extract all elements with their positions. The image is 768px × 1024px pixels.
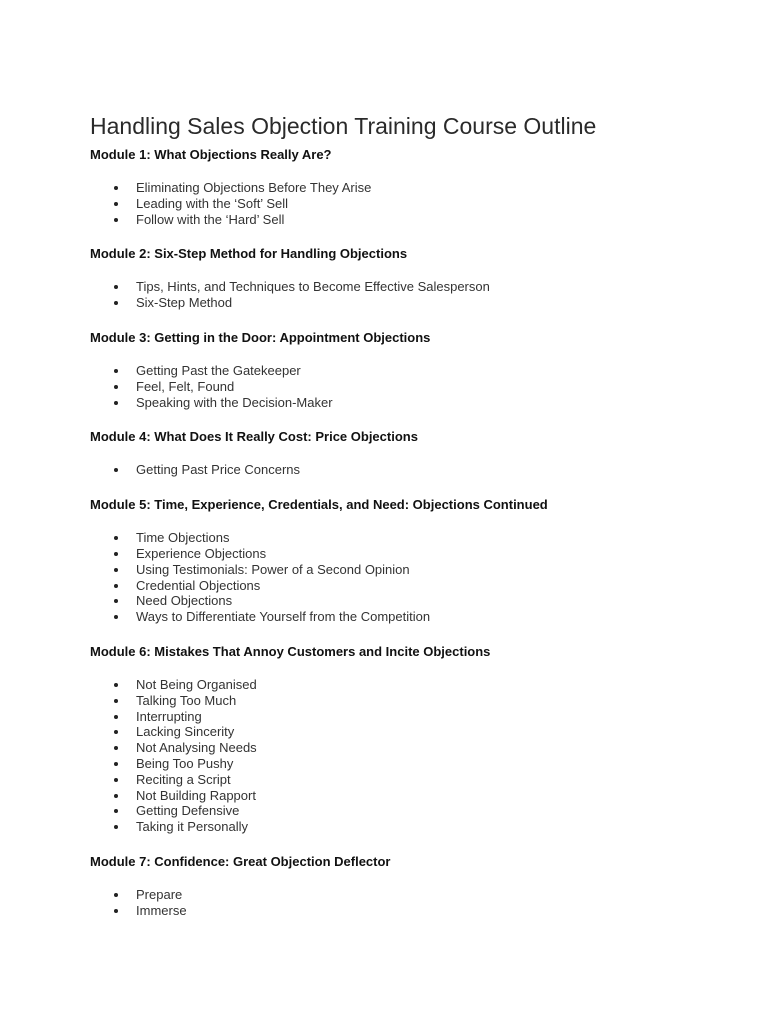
module-5 [90,496,710,625]
list-item: Feel, Felt, Found [136,379,710,395]
list-item: Not Building Rapport [136,788,710,804]
module-heading: Module 6: Mistakes That Annoy Customers and Incite Objections [90,643,491,659]
module-heading: Module 1: What Objections Really Are? [90,147,332,162]
bullet-list [90,677,710,835]
list-item: Eliminating Objections Before They Arise [136,180,710,196]
document-title: Handling Sales Objection Training Course Outline [90,113,597,139]
list-item: Taking it Personally [136,819,710,835]
module-heading: Module 5: Time, Experience, Credentials, and Need: Objections Continued [90,497,548,513]
bullet-list [90,363,710,410]
list-item: Time Objections [136,530,710,546]
module-list-container [90,146,710,919]
list-item: Leading with the ‘Soft’ Sell [136,196,710,212]
list-item: Need Objections [136,593,710,609]
list-item: Interrupting [136,709,710,725]
list-item: Experience Objections [136,546,710,562]
module-2 [90,245,710,311]
list-item: Tips, Hints, and Techniques to Become Effective Salesperson [136,279,710,295]
module-6 [90,643,710,835]
bullet-list [90,887,710,919]
list-item: Ways to Differentiate Yourself from the Competition [136,609,710,625]
module-1 [90,146,710,227]
list-item: Using Testimonials: Power of a Second Opinion [136,562,710,578]
list-item: Lacking Sincerity [136,724,710,740]
list-item: Six-Step Method [136,295,710,311]
module-heading: Module 4: What Does It Really Cost: Price Objections [90,429,418,445]
list-item: Credential Objections [136,578,710,594]
list-item: Being Too Pushy [136,756,710,772]
bullet-list [90,180,710,227]
list-item: Reciting a Script [136,772,710,788]
list-item: Immerse [136,903,710,919]
bullet-list [90,530,710,625]
list-item: Getting Defensive [136,803,710,819]
list-item: Follow with the ‘Hard’ Sell [136,212,710,228]
module-heading: Module 7: Confidence: Great Objection Deflector [90,853,391,869]
list-item: Getting Past Price Concerns [136,462,710,478]
document-page [90,111,710,919]
list-item: Prepare [136,887,710,903]
list-item: Getting Past the Gatekeeper [136,363,710,379]
module-4 [90,428,710,478]
list-item: Not Being Organised [136,677,710,693]
list-item: Not Analysing Needs [136,740,710,756]
module-heading: Module 3: Getting in the Door: Appointment Objections [90,329,431,345]
list-item: Speaking with the Decision-Maker [136,395,710,411]
module-heading: Module 2: Six-Step Method for Handling Objections [90,246,408,262]
module-7 [90,853,710,919]
bullet-list [90,279,710,311]
list-item: Talking Too Much [136,693,710,709]
bullet-list [90,462,710,478]
module-3 [90,329,710,410]
